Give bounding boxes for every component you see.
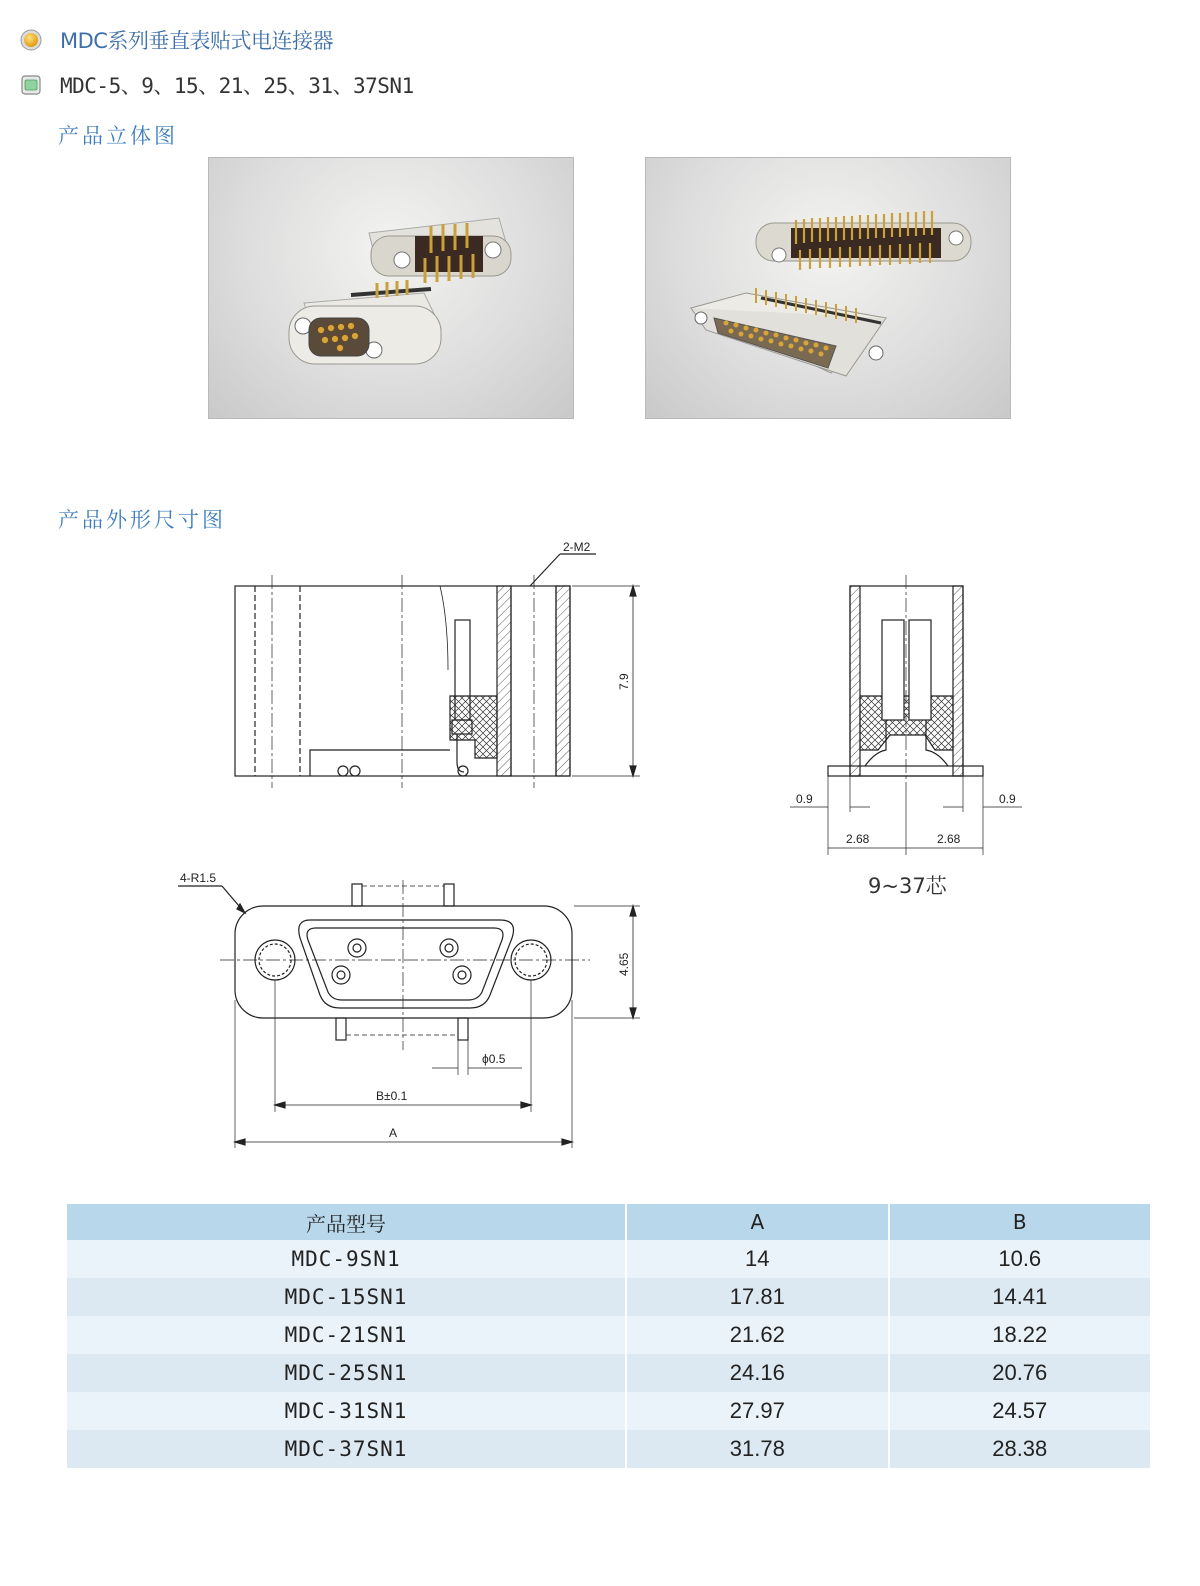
label-a-dimension: A (389, 1126, 398, 1140)
cell-a: 14 (626, 1240, 888, 1278)
cell-model: MDC-15SN1 (67, 1278, 626, 1316)
product-photo-9pin (208, 157, 574, 419)
cell-model: MDC-9SN1 (67, 1240, 626, 1278)
table-row (67, 1354, 1151, 1392)
label-b-dimension: B±0.1 (376, 1089, 408, 1103)
connector-render-front-long (691, 288, 886, 376)
series-header (20, 25, 333, 55)
dimension-drawing-front (0, 860, 700, 1160)
cell-b: 24.57 (889, 1392, 1151, 1430)
cell-model: MDC-37SN1 (67, 1430, 626, 1468)
cell-model: MDC-21SN1 (67, 1316, 626, 1354)
models-header (20, 70, 414, 100)
label-2m2: 2-M2 (563, 540, 591, 554)
col-header-b: B (889, 1204, 1151, 1240)
cell-b: 10.6 (889, 1240, 1151, 1278)
cell-model: MDC-25SN1 (67, 1354, 626, 1392)
col-header-a: A (626, 1204, 888, 1240)
cell-a: 31.78 (626, 1430, 888, 1468)
label-0-9-right: 0.9 (999, 792, 1016, 806)
cell-model: MDC-31SN1 (67, 1392, 626, 1430)
table-row (67, 1316, 1151, 1354)
models-line: MDC-5、9、15、21、25、31、37SN1 (60, 74, 414, 98)
connector-render-back (369, 218, 511, 283)
green-square-bullet-icon (20, 74, 42, 96)
orange-circle-bullet-icon (20, 29, 42, 51)
label-2-68-left: 2.68 (846, 832, 870, 846)
cell-a: 24.16 (626, 1354, 888, 1392)
cell-b: 28.38 (889, 1430, 1151, 1468)
table-row (67, 1240, 1151, 1278)
label-7-9: 7.9 (617, 673, 631, 690)
table-header-row (67, 1204, 1151, 1240)
label-phi-0-5: ϕ0.5 (482, 1052, 506, 1066)
label-4-65: 4.65 (617, 952, 631, 976)
cell-a: 17.81 (626, 1278, 888, 1316)
cell-b: 14.41 (889, 1278, 1151, 1316)
table-row (67, 1392, 1151, 1430)
product-photo-37pin (645, 157, 1011, 419)
col-header-model: 产品型号 (67, 1204, 626, 1240)
table-row (67, 1430, 1151, 1468)
cell-a: 21.62 (626, 1316, 888, 1354)
label-2-68-right: 2.68 (937, 832, 961, 846)
series-title: MDC系列垂直表贴式电连接器 (60, 29, 333, 53)
dimension-table (67, 1204, 1152, 1468)
connector-render-front (289, 280, 441, 364)
dims-section-title: 产品外形尺寸图 (58, 508, 226, 532)
table-row (67, 1278, 1151, 1316)
dimension-drawing-top (0, 530, 1200, 910)
cell-b: 18.22 (889, 1316, 1151, 1354)
cell-b: 20.76 (889, 1354, 1151, 1392)
cell-a: 27.97 (626, 1392, 888, 1430)
core-range-label: 9~37芯 (868, 874, 947, 898)
flange-outline (235, 906, 572, 1018)
label-4-r1-5: 4-R1.5 (180, 871, 217, 885)
connector-render-back-long (756, 211, 971, 270)
photos-section-title: 产品立体图 (58, 124, 178, 148)
side-view-outline (235, 586, 570, 776)
label-0-9-left: 0.9 (796, 792, 813, 806)
